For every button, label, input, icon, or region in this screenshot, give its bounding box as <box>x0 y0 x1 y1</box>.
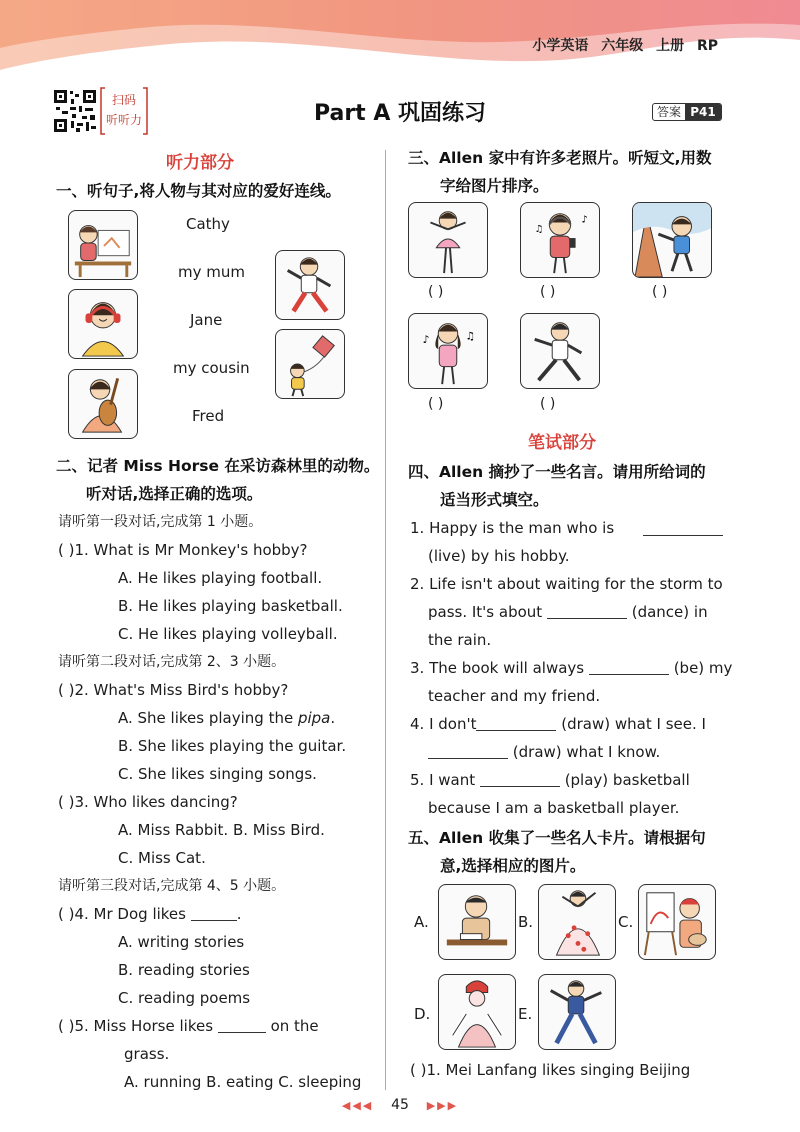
q4-item-2-line3: the rain. <box>428 631 492 649</box>
q2-1-option-b: B. He likes playing basketball. <box>118 597 343 615</box>
q4-item-3-line2: teacher and my friend. <box>428 687 601 705</box>
woman-dancer-icon <box>539 885 615 959</box>
svg-text:♫: ♫ <box>465 329 476 343</box>
left-arrows-icon: ◀◀◀ <box>341 1099 374 1112</box>
q3-photo-ballet[interactable] <box>408 202 488 278</box>
q4-item-3-line1: 3. The book will always (be) my <box>410 659 733 677</box>
q4-2-blank[interactable] <box>547 603 627 619</box>
q4-item-2-line1: 2. Life isn't about waiting for the storm to <box>410 575 723 593</box>
q2-note-3: 请听第三段对话,完成第 4、5 小题。 <box>58 878 286 894</box>
q3-answer-3[interactable]: ( ) <box>652 284 668 300</box>
q2-4-option-b: B. reading stories <box>118 961 250 979</box>
q4-4-blank-1[interactable] <box>476 715 556 731</box>
svg-text:♪: ♪ <box>422 333 430 347</box>
q2-2-option-a: A. She likes playing the pipa. <box>118 709 336 727</box>
q2-1-option-a: A. He likes playing football. <box>118 569 323 587</box>
q1-name-5: Fred <box>192 407 225 425</box>
q2-3-option-c: C. Miss Cat. <box>118 849 206 867</box>
q4-4-blank-2[interactable] <box>428 743 508 759</box>
q5-label-d: D. <box>414 1005 431 1023</box>
q2-1-option-c: C. He likes playing volleyball. <box>118 625 338 643</box>
q4-1-blank[interactable] <box>643 520 723 536</box>
writing-section-title: 笔试部分 <box>528 433 596 453</box>
q4-item-4-line2: (draw) what I know. <box>428 738 660 766</box>
svg-text:♫: ♫ <box>534 224 544 236</box>
q2-question-2[interactable]: ( )2. What's Miss Bird's hobby? <box>58 681 289 699</box>
boy-climbing-icon <box>633 203 711 277</box>
q5-title-line1: 五、Allen 收集了一些名人卡片。请根据句 <box>408 829 706 847</box>
page-footer <box>0 1097 800 1113</box>
q1-picture-music[interactable] <box>68 289 138 359</box>
q4-item-1-line2: (live) by his hobby. <box>428 547 570 565</box>
q3-photo-singing[interactable] <box>408 313 488 389</box>
q1-name-2: my mum <box>178 263 245 281</box>
q3-title-line1: 三、Allen 家中有许多老照片。听短文,用数 <box>408 149 712 167</box>
girl-drawing-icon <box>69 211 137 279</box>
girl-pipa-icon <box>69 370 137 438</box>
girl-phone-music-icon <box>521 203 599 277</box>
q2-4-blank[interactable] <box>191 905 237 921</box>
man-martial-arts-icon <box>539 975 615 1049</box>
q4-item-5-line2: because I am a basketball player. <box>428 799 680 817</box>
q2-5-blank[interactable] <box>218 1017 266 1033</box>
q3-title-line2: 字给图片排序。 <box>440 177 549 195</box>
q3-answer-2[interactable]: ( ) <box>540 284 556 300</box>
q4-item-5-line1: 5. I want (play) basketball <box>410 771 690 789</box>
q3-photo-climbing[interactable] <box>632 202 712 278</box>
q1-picture-pipa[interactable] <box>68 369 138 439</box>
opera-performer-icon <box>439 975 515 1049</box>
boy-kungfu-icon <box>521 314 599 388</box>
q2-question-4[interactable]: ( )4. Mr Dog likes . <box>58 905 242 923</box>
q5-card-d-opera[interactable] <box>438 974 516 1050</box>
q2-question-1[interactable]: ( )1. What is Mr Monkey's hobby? <box>58 541 308 559</box>
girl-singing-icon <box>409 314 487 388</box>
q5-question-1[interactable]: ( )1. Mei Lanfang likes singing Beijing <box>410 1061 691 1079</box>
q1-picture-drawing[interactable] <box>68 210 138 280</box>
q2-2-option-b: B. She likes playing the guitar. <box>118 737 347 755</box>
q3-answer-5[interactable]: ( ) <box>540 396 556 412</box>
q3-answer-4[interactable]: ( ) <box>428 396 444 412</box>
q1-name-3: Jane <box>190 311 223 329</box>
q3-photo-kungfu[interactable] <box>520 313 600 389</box>
q5-label-c: C. <box>618 913 634 931</box>
q2-4-option-a: A. writing stories <box>118 933 245 951</box>
q5-title-line2: 意,选择相应的图片。 <box>440 857 586 875</box>
q2-question-3[interactable]: ( )3. Who likes dancing? <box>58 793 238 811</box>
q2-note-2: 请听第二段对话,完成第 2、3 小题。 <box>58 654 286 670</box>
q3-photo-music[interactable] <box>520 202 600 278</box>
answer-page-tag[interactable]: 答案 P41 <box>652 103 722 121</box>
q2-title-line2: 听对话,选择正确的选项。 <box>86 485 263 503</box>
page-number: 45 <box>391 1097 409 1113</box>
q5-label-a: A. <box>414 913 429 931</box>
q4-item-2-line2: pass. It's about (dance) in <box>428 603 708 621</box>
series-label: 小学英语 六年级 上册 RP <box>532 38 718 54</box>
q2-4-option-c: C. reading poems <box>118 989 251 1007</box>
q3-answer-1[interactable]: ( ) <box>428 284 444 300</box>
scan-listen-label: 扫码 听听力 <box>105 93 142 127</box>
q1-picture-kite[interactable] <box>275 329 345 399</box>
q5-card-a-writer[interactable] <box>438 884 516 960</box>
right-arrows-icon: ▶▶▶ <box>426 1099 459 1112</box>
q2-3-options-ab: A. Miss Rabbit. B. Miss Bird. <box>118 821 325 839</box>
q2-title-line1: 二、记者 Miss Horse 在采访森林里的动物。 <box>56 457 380 475</box>
q1-name-4: my cousin <box>173 359 250 377</box>
q5-card-c-painter[interactable] <box>638 884 716 960</box>
q4-3-blank[interactable] <box>589 659 669 675</box>
q5-card-b-dancer[interactable] <box>538 884 616 960</box>
girl-kungfu-icon <box>276 251 344 319</box>
q4-item-1-line1: 1. Happy is the man who is <box>410 519 615 537</box>
q4-title-line1: 四、Allen 摘抄了一些名言。请用所给词的 <box>408 463 706 481</box>
listening-section-title: 听力部分 <box>166 153 234 173</box>
man-painting-icon <box>639 885 715 959</box>
man-writing-icon <box>439 885 515 959</box>
q1-name-1: Cathy <box>186 215 230 233</box>
column-divider <box>385 150 386 1090</box>
q4-5-blank[interactable] <box>480 771 560 787</box>
q5-label-b: B. <box>518 913 534 931</box>
q1-title: 一、听句子,将人物与其对应的爱好连线。 <box>56 182 341 200</box>
girl-ballet-icon <box>409 203 487 277</box>
q2-question-5[interactable]: ( )5. Miss Horse likes on the <box>58 1017 319 1035</box>
q2-5-continuation: grass. <box>124 1045 170 1063</box>
q5-label-e: E. <box>518 1005 533 1023</box>
q2-2-option-c: C. She likes singing songs. <box>118 765 317 783</box>
q1-picture-wushu[interactable] <box>275 250 345 320</box>
girl-headphones-icon <box>69 290 137 358</box>
q4-item-4-line1: 4. I don't (draw) what I see. I <box>410 715 706 733</box>
girl-kite-icon <box>276 330 344 398</box>
page-title: Part A 巩固练习 <box>313 101 487 126</box>
q2-note-1: 请听第一段对话,完成第 1 小题。 <box>58 514 263 530</box>
q2-5-options: A. running B. eating C. sleeping <box>124 1073 362 1091</box>
svg-text:♪: ♪ <box>581 214 588 226</box>
q4-title-line2: 适当形式填空。 <box>440 491 549 509</box>
q5-card-e-martial-arts[interactable] <box>538 974 616 1050</box>
